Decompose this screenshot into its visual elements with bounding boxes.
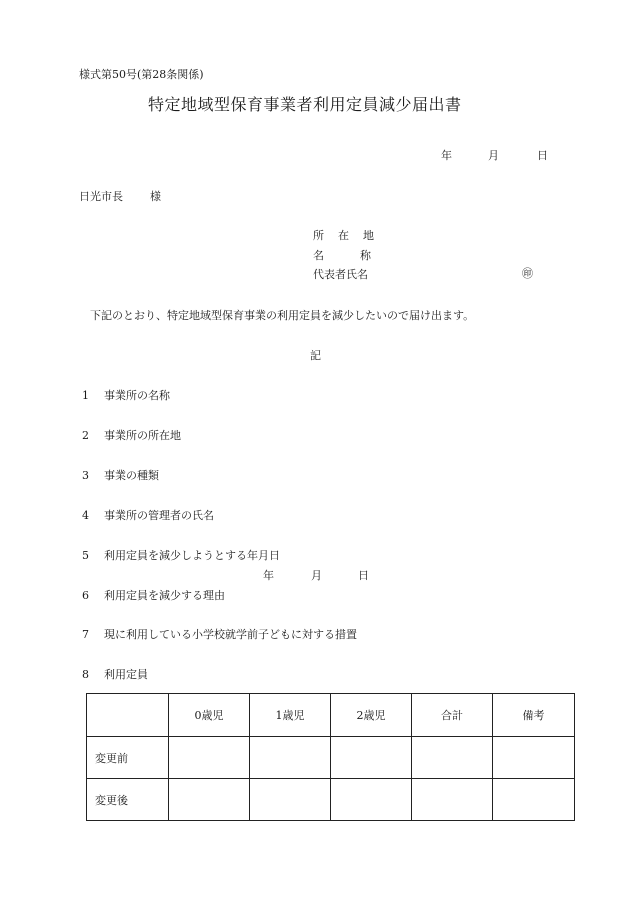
item-number: 6 xyxy=(82,589,89,602)
item-1 xyxy=(82,387,170,403)
item5-year-label: 年 xyxy=(263,569,274,582)
item-label: 利用定員を減少しようとする年月日 xyxy=(104,549,280,562)
item-8 xyxy=(82,666,148,682)
item5-day-label: 日 xyxy=(358,569,369,582)
name-char-1: 名 xyxy=(313,249,324,262)
item-5 xyxy=(82,547,280,563)
representative-label: 代表者氏名 xyxy=(313,268,368,281)
table-row xyxy=(87,737,575,779)
address-char-1: 所 xyxy=(313,229,324,242)
item-label: 事業所の所在地 xyxy=(104,429,181,442)
address-char-2: 在 xyxy=(338,229,349,242)
table-row xyxy=(87,779,575,821)
item-label: 利用定員を減少する理由 xyxy=(104,589,225,602)
item-label: 事業所の名称 xyxy=(104,389,170,402)
table-cell[interactable] xyxy=(250,737,331,779)
addressee-mayor: 日光市長 xyxy=(79,190,123,203)
table-header-age2: 2歳児 xyxy=(331,694,412,737)
item-4 xyxy=(82,507,214,523)
item-label: 現に利用している小学校就学前子どもに対する措置 xyxy=(104,628,357,641)
table-cell[interactable] xyxy=(331,779,412,821)
date-month-label: 月 xyxy=(488,149,499,162)
table-cell[interactable] xyxy=(493,737,575,779)
applicant-address-label xyxy=(313,227,374,243)
table-cell[interactable] xyxy=(331,737,412,779)
table-header-corner xyxy=(87,694,169,737)
document-title: 特定地域型保育事業者利用定員減少届出書 xyxy=(148,95,462,114)
item-3 xyxy=(82,467,159,483)
item-2 xyxy=(82,427,181,443)
item-label: 事業の種類 xyxy=(104,469,159,482)
table-header-total: 合計 xyxy=(412,694,493,737)
form-number: 様式第50号(第28条関係) xyxy=(79,68,204,81)
seal-mark: ㊞ xyxy=(522,267,533,280)
item-number: 4 xyxy=(82,509,89,522)
item-number: 1 xyxy=(82,389,89,402)
row-label-before: 変更前 xyxy=(87,737,169,779)
table-header-age1: 1歳児 xyxy=(250,694,331,737)
row-label-after: 変更後 xyxy=(87,779,169,821)
address-char-3: 地 xyxy=(363,229,374,242)
item-number: 7 xyxy=(82,628,89,641)
name-char-2: 称 xyxy=(360,249,371,262)
table-cell[interactable] xyxy=(493,779,575,821)
table-cell[interactable] xyxy=(412,737,493,779)
item-number: 8 xyxy=(82,668,89,681)
table-cell[interactable] xyxy=(169,779,250,821)
table-cell[interactable] xyxy=(169,737,250,779)
item-number: 2 xyxy=(82,429,89,442)
item-number: 3 xyxy=(82,469,89,482)
body-text: 下記のとおり、特定地域型保育事業の利用定員を減少したいので届け出ます。 xyxy=(90,309,475,322)
item-label: 利用定員 xyxy=(104,668,148,681)
table-header-remarks: 備考 xyxy=(493,694,575,737)
date-day-label: 日 xyxy=(537,149,548,162)
item-6 xyxy=(82,587,225,603)
addressee-honorific: 様 xyxy=(150,190,161,203)
item-7 xyxy=(82,626,357,642)
item-label: 事業所の管理者の氏名 xyxy=(104,509,214,522)
table-header-row xyxy=(87,694,575,737)
table-cell[interactable] xyxy=(250,779,331,821)
table-cell[interactable] xyxy=(412,779,493,821)
table-header-age0: 0歳児 xyxy=(169,694,250,737)
applicant-name-label xyxy=(313,247,371,263)
date-year-label: 年 xyxy=(441,149,452,162)
item5-month-label: 月 xyxy=(311,569,322,582)
capacity-table xyxy=(86,693,575,821)
item-number: 5 xyxy=(82,549,89,562)
note-heading: 記 xyxy=(310,349,321,362)
